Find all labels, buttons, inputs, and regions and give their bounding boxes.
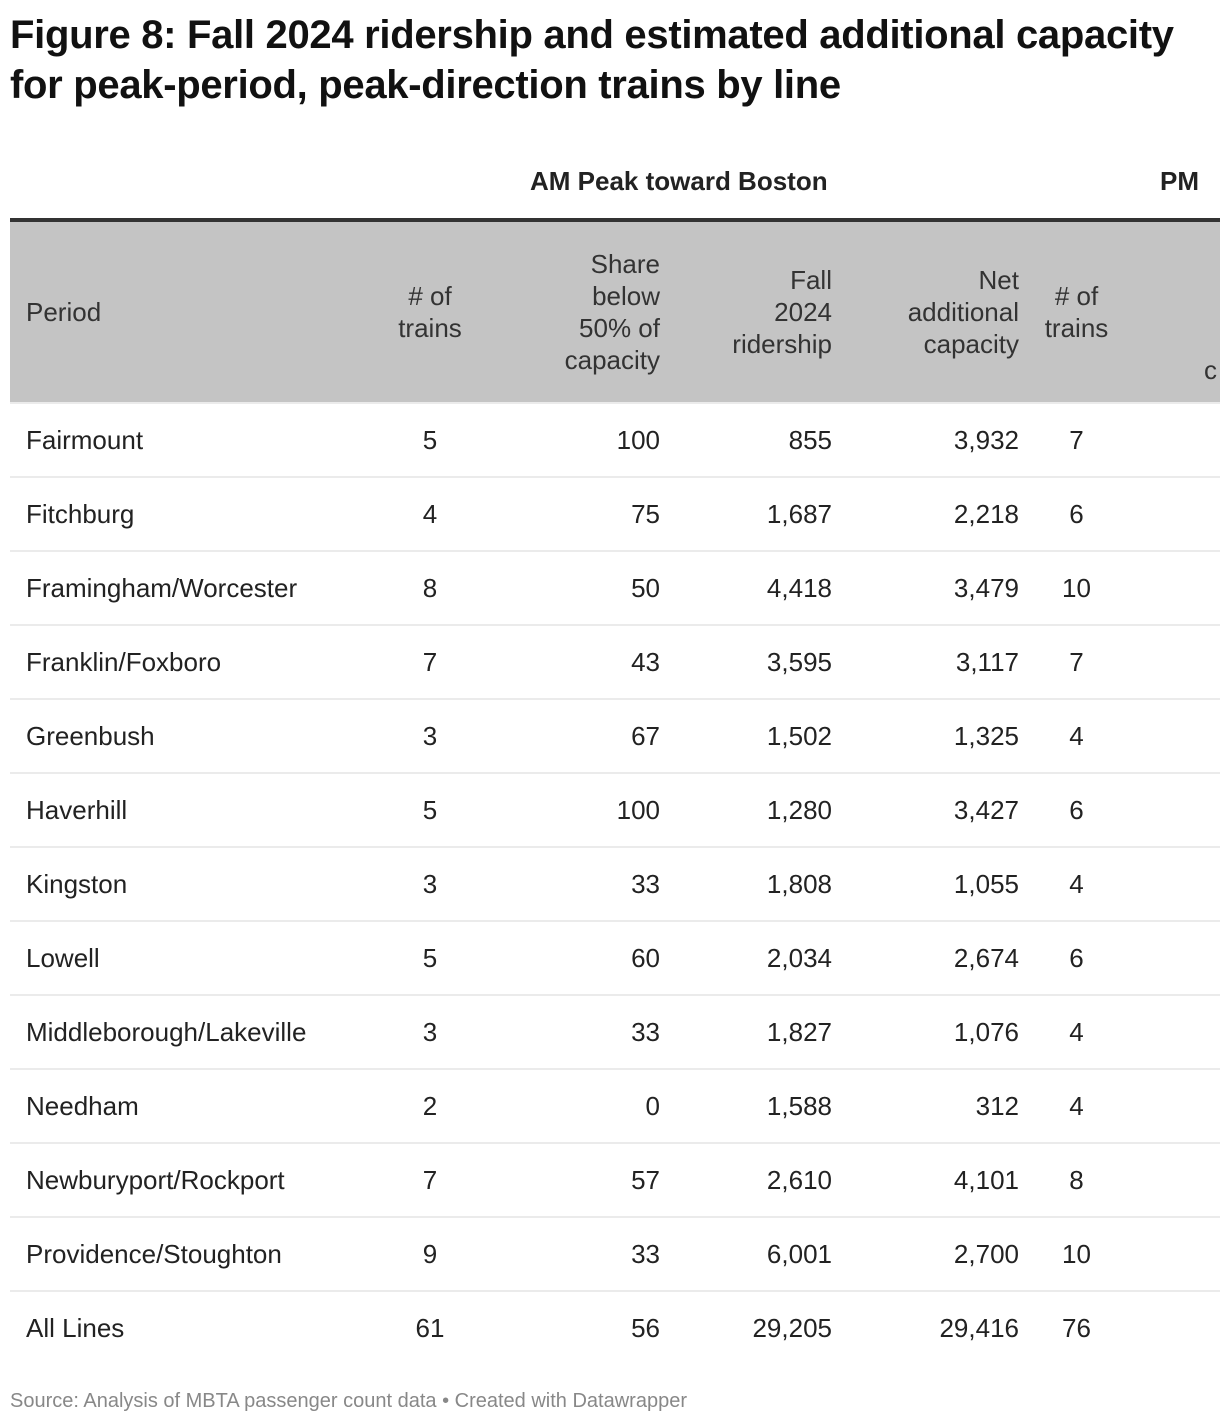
cell-am-trains: 3 [422,1016,438,1047]
cell-am-share: 75 [631,498,660,529]
cell-pm-clipped [1134,699,1220,773]
table-row [10,625,1220,699]
source-footer: Source: Analysis of MBTA passenger count data • Created with Datawrapper [10,1390,687,1412]
cell-pm-trains: 6 [1069,498,1084,529]
cell-am-net: 1,076 [953,1016,1019,1047]
cell-line: All Lines [26,1313,125,1343]
cell-am-net: 2,700 [953,1238,1019,1269]
header-line: trains [1044,313,1109,343]
cell-am-trains: 5 [422,424,438,455]
header-row [10,220,1220,403]
cell-line: Providence/Stoughton [26,1238,282,1269]
cell-am-share: 33 [631,1238,660,1269]
cell-am-trains: 3 [422,720,438,751]
header-line: 50% of [579,313,660,343]
header-pm-clipped [1134,220,1220,403]
cell-pm-clipped [1134,1291,1220,1365]
cell-pm-clipped [1134,625,1220,699]
cell-am-trains: 2 [422,1090,438,1121]
cell-pm-clipped [1134,477,1220,551]
table-row [10,1143,1220,1217]
cell-am-trains: 61 [415,1313,445,1343]
table-row [10,921,1220,995]
header-line: # of [408,281,452,311]
cell-am-trains: 7 [422,646,438,677]
cell-am-net: 4,101 [953,1164,1019,1195]
cell-am-share: 33 [631,868,660,899]
table-row-total [10,1291,1220,1365]
cell-pm-trains: 10 [1062,572,1091,603]
cell-am-net: 29,416 [939,1313,1019,1343]
cell-am-net: 3,117 [955,646,1019,677]
cell-pm-trains: 4 [1069,868,1084,899]
header-line: below [592,281,660,311]
cell-am-net: 3,932 [953,424,1019,455]
cell-am-share: 0 [645,1090,660,1121]
cell-am-share: 100 [616,794,660,825]
header-period-label: Period [26,297,102,327]
header-line: Fall [790,265,832,295]
column-group-header-row [10,160,1220,208]
cell-pm-clipped [1134,1069,1220,1143]
header-pm-trains[interactable] [1019,220,1134,403]
cell-am-net: 3,427 [953,794,1019,825]
table-row [10,1069,1220,1143]
cell-pm-clipped [1134,551,1220,625]
ridership-table-container [10,218,1220,1365]
am-peak-group-label: AM Peak toward Boston [530,166,828,196]
cell-line: Lowell [26,942,100,973]
cell-am-trains: 5 [422,794,438,825]
cell-pm-clipped [1134,403,1220,477]
cell-pm-clipped [1134,995,1220,1069]
cell-pm-clipped [1134,1143,1220,1217]
cell-am-net: 1,325 [953,720,1019,751]
cell-pm-clipped [1134,921,1220,995]
cell-line: Needham [26,1090,139,1121]
cell-pm-trains: 4 [1069,1016,1084,1047]
table-row [10,699,1220,773]
table-row [10,995,1220,1069]
cell-am-ridership: 29,205 [752,1313,832,1343]
header-line: additional [907,297,1019,327]
header-line: Share [590,249,660,279]
cell-pm-clipped [1134,773,1220,847]
cell-line: Fairmount [26,424,144,455]
header-line: Net [978,265,1019,295]
cell-am-trains: 4 [422,498,438,529]
cell-am-trains: 3 [422,868,438,899]
cell-am-ridership: 6,001 [766,1238,832,1269]
header-line: # of [1054,281,1099,311]
cell-am-ridership: 855 [788,424,832,455]
cell-line: Middleborough/Lakeville [26,1016,307,1047]
table-row [10,773,1220,847]
table-row [10,847,1220,921]
header-line: ridership [732,329,832,359]
cell-pm-trains: 4 [1069,720,1084,751]
cell-pm-clipped [1134,1217,1220,1291]
cell-am-ridership: 1,588 [766,1090,832,1121]
header-line: trains [398,313,462,343]
header-am-share[interactable] [490,220,660,403]
cell-am-net: 2,674 [953,942,1019,973]
table-row [10,403,1220,477]
cell-line: Franklin/Foxboro [26,646,222,677]
cell-am-net: 1,055 [953,868,1019,899]
header-line: capacity [564,345,660,375]
cell-am-net: 2,218 [953,498,1019,529]
header-line: capacity [923,329,1019,359]
cell-pm-trains: 10 [1062,1238,1091,1269]
cell-am-trains: 8 [422,572,438,603]
cell-am-ridership: 2,610 [766,1164,832,1195]
table-row [10,477,1220,551]
cell-am-trains: 9 [422,1238,438,1269]
cell-am-net: 312 [975,1090,1019,1121]
cell-am-share: 100 [616,424,660,455]
table-row [10,551,1220,625]
table-body [10,403,1220,1365]
cell-line: Haverhill [26,794,128,825]
cell-line: Fitchburg [26,498,135,529]
pm-peak-group-label: PM [1160,166,1199,196]
cell-am-share: 57 [631,1164,660,1195]
table-row [10,1217,1220,1291]
cell-pm-trains: 76 [1062,1313,1091,1343]
cell-pm-trains: 7 [1069,424,1084,455]
cell-line: Greenbush [26,720,155,751]
header-am-net-capacity[interactable] [832,220,1019,403]
cell-pm-trains: 7 [1069,646,1084,677]
cell-am-ridership: 1,280 [766,794,832,825]
cell-pm-trains: 6 [1069,794,1084,825]
cell-am-share: 50 [631,572,660,603]
header-line: 2024 [774,297,832,327]
cell-am-share: 67 [631,720,660,751]
cell-am-ridership: 1,808 [766,868,832,899]
cell-line: Newburyport/Rockport [26,1164,285,1195]
cell-pm-trains: 4 [1069,1090,1084,1121]
cell-am-trains: 7 [422,1164,438,1195]
cell-am-ridership: 2,034 [766,942,832,973]
cell-line: Kingston [26,868,128,899]
cell-am-share: 60 [631,942,660,973]
cell-am-net: 3,479 [953,572,1019,603]
cell-line: Framingham/Worcester [26,572,298,603]
cell-am-ridership: 1,827 [766,1016,832,1047]
cell-am-ridership: 1,502 [766,720,832,751]
cell-pm-trains: 8 [1069,1164,1084,1195]
cell-am-ridership: 3,595 [766,646,832,677]
figure-title: Figure 8: Fall 2024 ridership and estimated additional capacity for peak-period, peak-direction trains by line [10,13,1174,107]
header-clipped-text: c [1204,355,1217,385]
header-am-ridership[interactable] [660,220,832,403]
table-header [10,220,1220,403]
cell-am-share: 56 [631,1313,660,1343]
cell-am-share: 33 [631,1016,660,1047]
cell-am-ridership: 4,418 [766,572,832,603]
header-period[interactable] [10,220,370,403]
cell-pm-trains: 6 [1069,942,1084,973]
cell-am-share: 43 [631,646,660,677]
cell-am-ridership: 1,687 [766,498,832,529]
cell-pm-clipped [1134,847,1220,921]
header-am-trains[interactable] [370,220,490,403]
ridership-table [10,218,1220,1365]
cell-am-trains: 5 [422,942,438,973]
